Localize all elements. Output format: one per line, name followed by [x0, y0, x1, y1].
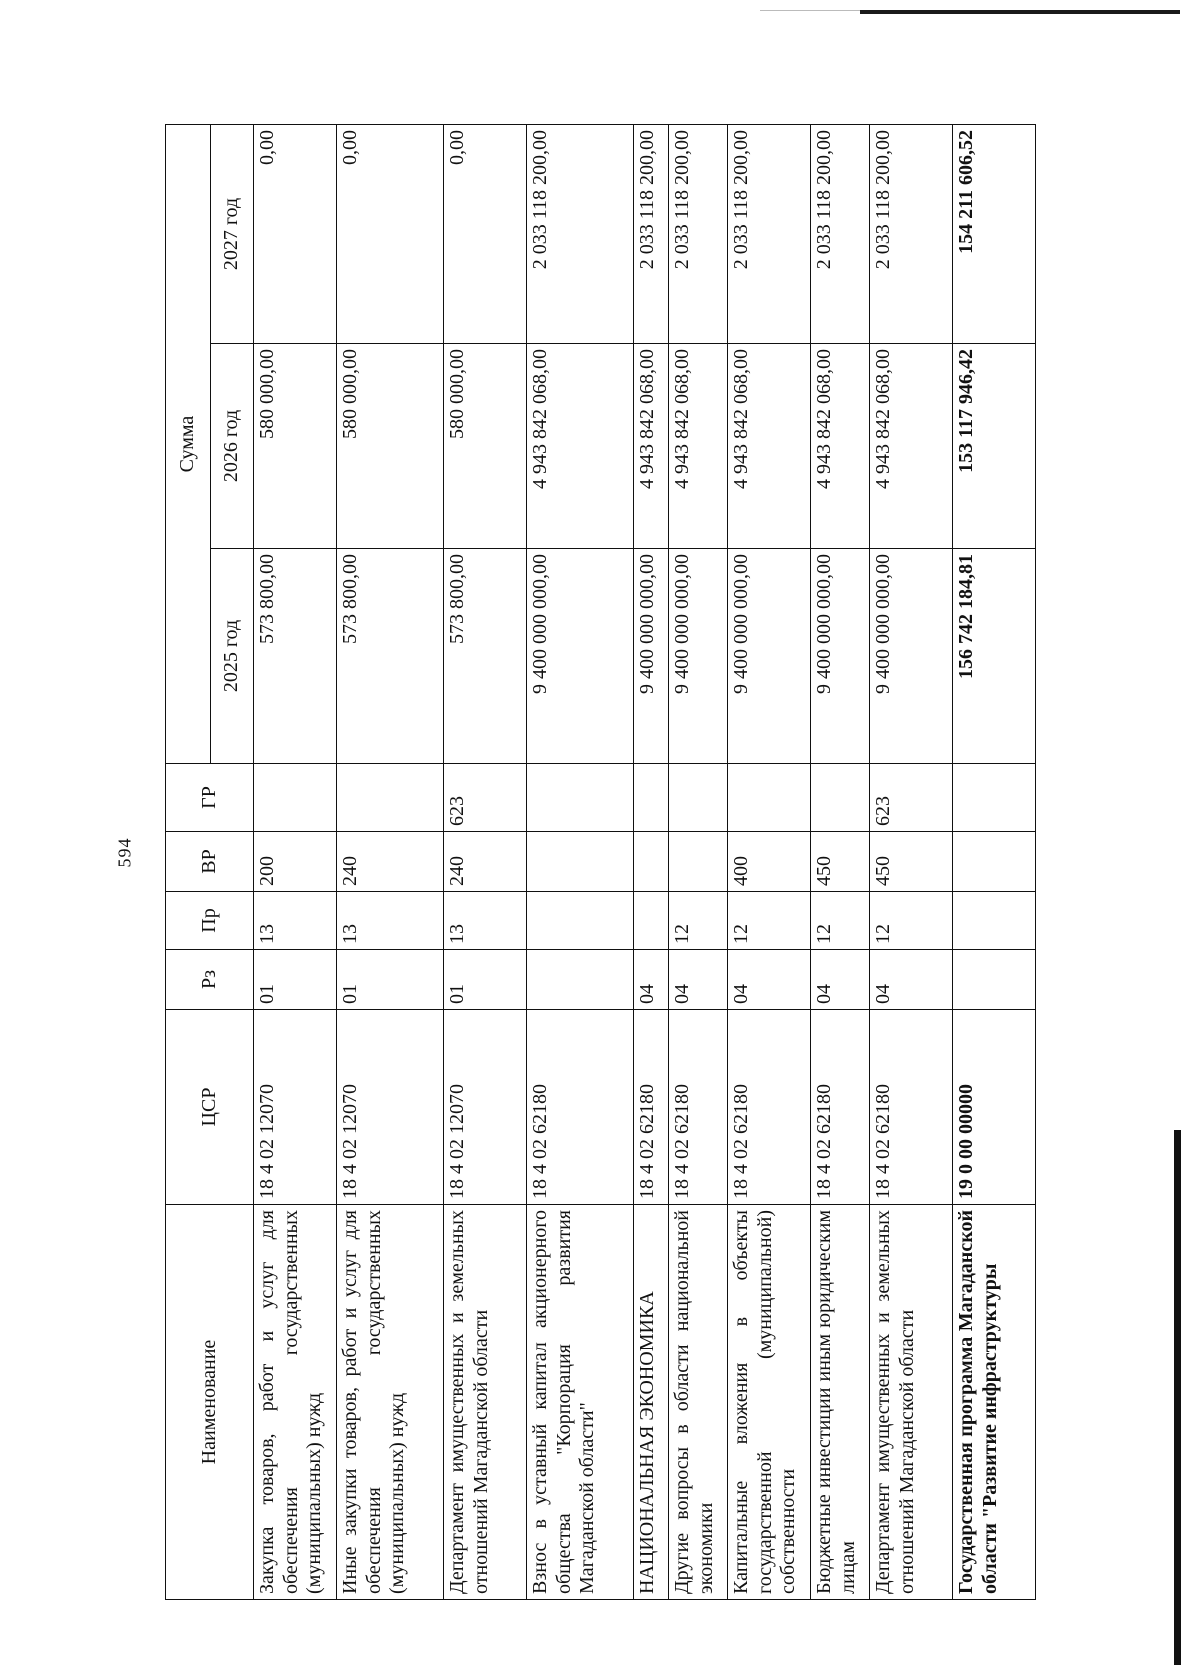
cell-gr: 623	[444, 764, 527, 832]
cell-name: Государственная программа Магаданской области "Развитие инфраструктуры	[953, 1205, 1036, 1600]
cell-2026: 580 000,00	[254, 344, 337, 549]
cell-vr: 450	[870, 832, 953, 892]
cell-2026: 4 943 842 068,00	[728, 344, 811, 549]
cell-name: Взнос в уставный капитал акционерного общества "Корпорация развития Магаданской области"	[527, 1205, 634, 1600]
cell-pr	[634, 892, 669, 950]
header-vr: ВР	[166, 832, 254, 892]
cell-rz: 01	[254, 950, 337, 1010]
cell-pr: 12	[870, 892, 953, 950]
cell-csr: 18 4 02 12070	[254, 1010, 337, 1205]
cell-2026: 580 000,00	[444, 344, 527, 549]
cell-2027: 2 033 118 200,00	[728, 125, 811, 344]
cell-2025: 573 800,00	[444, 549, 527, 764]
table-row-total	[953, 125, 1036, 1600]
cell-pr	[953, 892, 1036, 950]
cell-gr	[953, 764, 1036, 832]
cell-name: Бюджетные инвестиции иным юридическим лицам	[811, 1205, 870, 1600]
cell-pr: 13	[254, 892, 337, 950]
cell-2025: 9 400 000 000,00	[669, 549, 728, 764]
table-row	[870, 125, 953, 1600]
cell-name: Иные закупки товаров, работ и услуг для обеспечения государственных (муниципальных) нужд	[337, 1205, 444, 1600]
cell-rz: 04	[811, 950, 870, 1010]
header-gr: ГР	[166, 764, 254, 832]
cell-2027: 2 033 118 200,00	[870, 125, 953, 344]
cell-2025: 9 400 000 000,00	[811, 549, 870, 764]
cell-2026: 153 117 946,42	[953, 344, 1036, 549]
header-sum: Сумма	[166, 125, 211, 764]
cell-rz: 04	[634, 950, 669, 1010]
cell-vr: 240	[337, 832, 444, 892]
header-year-2026: 2026 год	[211, 344, 254, 549]
table-row	[444, 125, 527, 1600]
table-row	[527, 125, 634, 1600]
header-rz: Рз	[166, 950, 254, 1010]
cell-vr: 240	[444, 832, 527, 892]
page-number: 594	[114, 837, 135, 868]
cell-name: Капитальные вложения в объекты государственной (муниципальной) собственности	[728, 1205, 811, 1600]
cell-gr	[527, 764, 634, 832]
table-row	[669, 125, 728, 1600]
cell-rz: 01	[444, 950, 527, 1010]
cell-rz: 01	[337, 950, 444, 1010]
cell-pr: 13	[337, 892, 444, 950]
cell-name: Закупка товаров, работ и услуг для обеспечения государственных (муниципальных) нужд	[254, 1205, 337, 1600]
table-row	[254, 125, 337, 1600]
rotated-page-content	[165, 125, 1125, 1600]
cell-vr	[634, 832, 669, 892]
cell-2025: 9 400 000 000,00	[634, 549, 669, 764]
cell-2025: 9 400 000 000,00	[870, 549, 953, 764]
cell-rz: 04	[728, 950, 811, 1010]
cell-name: Другие вопросы в области национальной экономики	[669, 1205, 728, 1600]
cell-csr: 18 4 02 62180	[728, 1010, 811, 1205]
cell-2026: 580 000,00	[337, 344, 444, 549]
budget-table	[165, 124, 1036, 1600]
cell-vr	[527, 832, 634, 892]
cell-2026: 4 943 842 068,00	[811, 344, 870, 549]
scan-edge-top	[860, 10, 1180, 14]
cell-name: Департамент имущественных и земельных отношений Магаданской области	[444, 1205, 527, 1600]
cell-pr	[527, 892, 634, 950]
cell-csr: 18 4 02 62180	[634, 1010, 669, 1205]
cell-csr: 18 4 02 12070	[444, 1010, 527, 1205]
cell-gr: 623	[870, 764, 953, 832]
cell-pr: 12	[728, 892, 811, 950]
cell-csr: 18 4 02 12070	[337, 1010, 444, 1205]
header-name: Наименование	[166, 1205, 254, 1600]
cell-2027: 0,00	[254, 125, 337, 344]
cell-gr	[811, 764, 870, 832]
table-row	[811, 125, 870, 1600]
header-year-2027: 2027 год	[211, 125, 254, 344]
cell-vr	[669, 832, 728, 892]
cell-2025: 573 800,00	[254, 549, 337, 764]
cell-vr: 200	[254, 832, 337, 892]
cell-2025: 9 400 000 000,00	[527, 549, 634, 764]
cell-2027: 154 211 606,52	[953, 125, 1036, 344]
cell-name: Департамент имущественных и земельных отношений Магаданской области	[870, 1205, 953, 1600]
header-year-2025: 2025 год	[211, 549, 254, 764]
cell-gr	[254, 764, 337, 832]
cell-2026: 4 943 842 068,00	[634, 344, 669, 549]
cell-name: НАЦИОНАЛЬНАЯ ЭКОНОМИКА	[634, 1205, 669, 1600]
cell-rz: 04	[870, 950, 953, 1010]
cell-vr: 400	[728, 832, 811, 892]
cell-csr: 18 4 02 62180	[669, 1010, 728, 1205]
table-row	[337, 125, 444, 1600]
cell-gr	[337, 764, 444, 832]
cell-2025: 9 400 000 000,00	[728, 549, 811, 764]
cell-pr: 12	[811, 892, 870, 950]
cell-gr	[669, 764, 728, 832]
cell-2026: 4 943 842 068,00	[870, 344, 953, 549]
cell-2027: 2 033 118 200,00	[811, 125, 870, 344]
cell-2027: 0,00	[444, 125, 527, 344]
scan-edge-right	[1174, 1130, 1181, 1665]
table-row	[728, 125, 811, 1600]
cell-pr: 13	[444, 892, 527, 950]
header-pr: Пр	[166, 892, 254, 950]
cell-2026: 4 943 842 068,00	[669, 344, 728, 549]
cell-2025: 573 800,00	[337, 549, 444, 764]
table-row	[634, 125, 669, 1600]
cell-2027: 2 033 118 200,00	[527, 125, 634, 344]
cell-rz	[953, 950, 1036, 1010]
header-csr: ЦСР	[166, 1010, 254, 1205]
cell-2025: 156 742 184,81	[953, 549, 1036, 764]
cell-csr: 19 0 00 00000	[953, 1010, 1036, 1205]
cell-2026: 4 943 842 068,00	[527, 344, 634, 549]
cell-gr	[634, 764, 669, 832]
cell-csr: 18 4 02 62180	[527, 1010, 634, 1205]
scan-edge-faint	[760, 10, 860, 11]
cell-vr: 450	[811, 832, 870, 892]
cell-2027: 2 033 118 200,00	[669, 125, 728, 344]
cell-csr: 18 4 02 62180	[870, 1010, 953, 1205]
cell-rz: 04	[669, 950, 728, 1010]
cell-pr: 12	[669, 892, 728, 950]
cell-2027: 2 033 118 200,00	[634, 125, 669, 344]
cell-gr	[728, 764, 811, 832]
cell-2027: 0,00	[337, 125, 444, 344]
cell-rz	[527, 950, 634, 1010]
cell-csr: 18 4 02 62180	[811, 1010, 870, 1205]
cell-vr	[953, 832, 1036, 892]
